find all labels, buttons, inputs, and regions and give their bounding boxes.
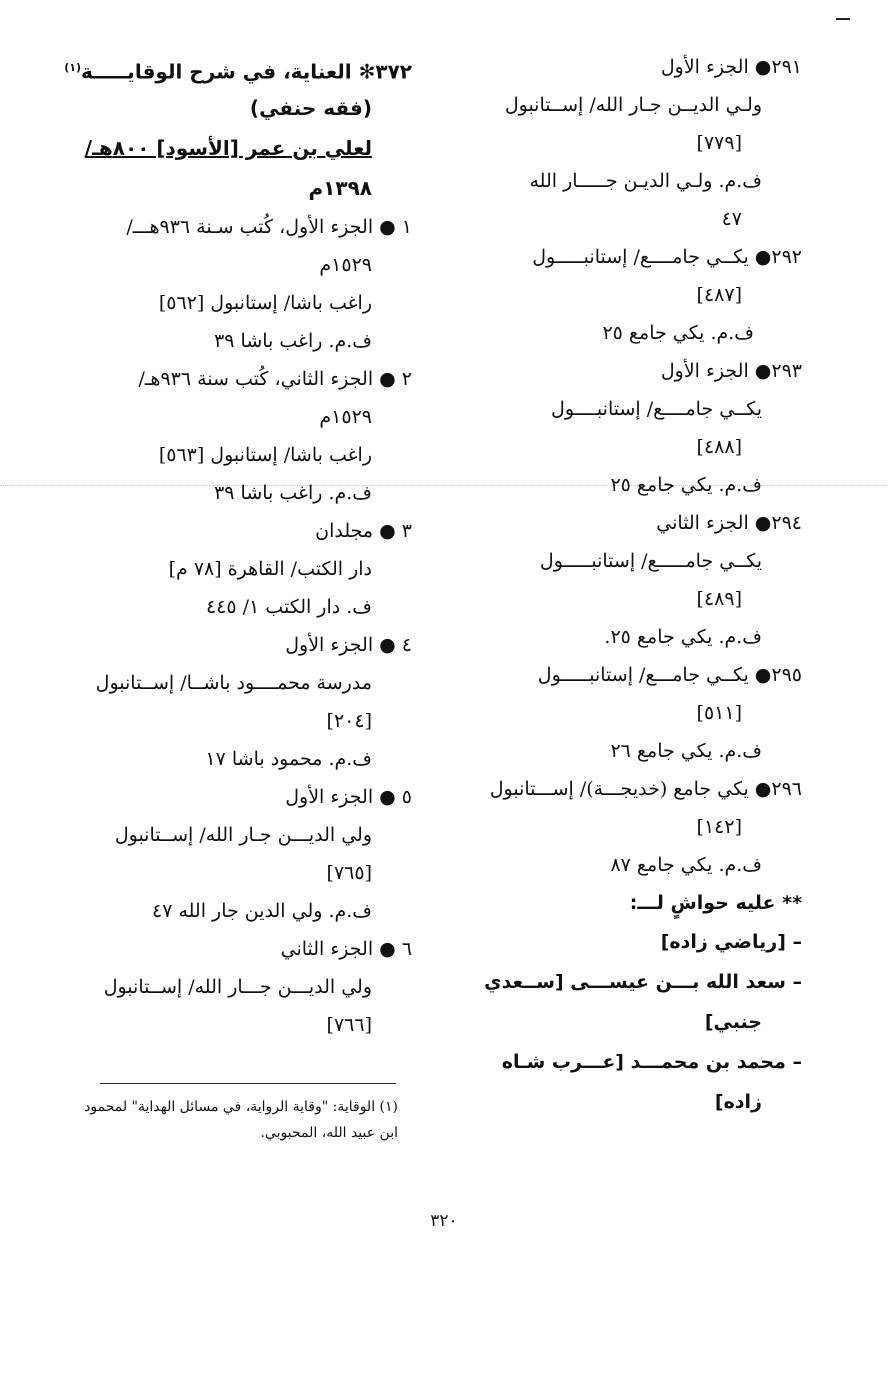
commentary-item-1: – [رياضي زاده] bbox=[660, 931, 802, 953]
entry-372-author bbox=[52, 128, 412, 168]
entry-372-number: ٣٧٢ bbox=[375, 59, 412, 84]
footnote bbox=[58, 1094, 398, 1146]
entry-292-microfilm: ف.م. يكي جامع ٢٥ bbox=[602, 322, 754, 344]
entry-291-heading: ٢٩١● الجزء الأول bbox=[660, 56, 802, 78]
page-number: ٣٢٠ bbox=[430, 1211, 458, 1231]
copy-5-shelfmark: [٧٦٥] bbox=[326, 862, 372, 884]
footnote-line-2: ابن عبيد الله، المحبوبي. bbox=[260, 1125, 398, 1141]
entry-293-library: يكــي جامــــع/ إستانبــــول bbox=[551, 398, 762, 420]
entry-294-library: يكــي جامـــــع/ إستانبـــــول bbox=[539, 550, 762, 572]
entry-291-microfilm: ف.م. ولـي الديـن جـــــار الله bbox=[529, 170, 762, 192]
copy-5-microfilm: ف.م. ولي الدين جار الله ٤٧ bbox=[151, 900, 372, 922]
commentary-item-3-continued: زاده] bbox=[714, 1091, 762, 1113]
entry-372-author-text: لعلي بن عمر [الأسود] ٨٠٠هـ/ bbox=[84, 136, 372, 160]
copy-1-microfilm: ف.م. راغب باشا ٣٩ bbox=[214, 330, 372, 352]
entry-294-shelfmark: [٤٨٩] bbox=[696, 588, 742, 610]
copy-3-heading: ٣ ● مجلدان bbox=[315, 520, 412, 542]
copy-2-microfilm: ف.م. راغب باشا ٣٩ bbox=[214, 482, 372, 504]
copy-4-microfilm: ف.م. محمود باشا ١٧ bbox=[205, 748, 372, 770]
copy-4-library: مدرسة محمــــود باشــا/ إســتانبول bbox=[95, 672, 372, 694]
entry-292-heading: ٢٩٢● يكــي جامــــع/ إستانبـــــول bbox=[532, 246, 802, 268]
entry-372-title-text: العناية، في شرح الوقايـــــة bbox=[81, 59, 352, 84]
left-column bbox=[52, 48, 412, 1044]
entry-291-library: ولـي الديــن جـار الله/ إســتانبول bbox=[504, 94, 762, 116]
commentary-item-3: – محمد بن محمـــد [عـــرب شـاه bbox=[501, 1051, 802, 1073]
asterisk-icon: ✻ bbox=[351, 59, 376, 84]
copy-1-date: ١٥٢٩م bbox=[319, 254, 372, 276]
entry-295-shelfmark: [٥١١] bbox=[696, 702, 742, 724]
entry-372-title bbox=[52, 48, 412, 88]
commentary-item-2-continued: جنبي] bbox=[704, 1011, 762, 1033]
entry-372-author-date: ١٣٩٨م bbox=[308, 176, 372, 200]
footnote-reference: (١) bbox=[64, 61, 81, 74]
entry-293-shelfmark: [٤٨٨] bbox=[696, 436, 742, 458]
copy-1-heading: ١ ● الجزء الأول، كُتب سـنة ٩٣٦هـــ/ bbox=[126, 216, 412, 238]
entry-292-shelfmark: [٤٨٧] bbox=[696, 284, 742, 306]
right-column bbox=[442, 48, 802, 1122]
footnote-separator bbox=[100, 1083, 396, 1084]
copy-5-heading: ٥ ● الجزء الأول bbox=[285, 786, 412, 808]
copy-4-heading: ٤ ● الجزء الأول bbox=[285, 634, 412, 656]
copy-3-microfilm: ف. دار الكتب ١/ ٤٤٥ bbox=[205, 596, 372, 618]
copy-4-shelfmark: [٢٠٤] bbox=[326, 710, 372, 732]
copy-1-library: راغب باشا/ إستانبول [٥٦٢] bbox=[158, 292, 372, 314]
commentary-item-2: – سعد الله بـــن عيســـى [ســعدي bbox=[484, 971, 802, 993]
entry-291-microfilm-number: ٤٧ bbox=[721, 208, 742, 230]
copy-5-library: ولي الديـــن جـار الله/ إســتانبول bbox=[114, 824, 372, 846]
copy-3-library: دار الكتب/ القاهرة [٧٨ م] bbox=[168, 558, 372, 580]
page-corner-mark bbox=[836, 18, 850, 20]
copy-2-date: ١٥٢٩م bbox=[319, 406, 372, 428]
commentaries-heading: ** عليه حواشٍ لـــ: bbox=[629, 892, 802, 914]
entry-296-heading: ٢٩٦● يكي جامع (خديجـــة)/ إســـتانبول bbox=[489, 778, 802, 800]
copy-6-shelfmark: [٧٦٦] bbox=[326, 1014, 372, 1036]
entry-293-heading: ٢٩٣● الجزء الأول bbox=[660, 360, 802, 382]
entry-296-microfilm: ف.م. يكي جامع ٨٧ bbox=[610, 854, 762, 876]
footnote-line-1: (١) الوقاية: "وقاية الرواية، في مسائل الهداية" لمحمود bbox=[84, 1099, 398, 1115]
entry-293-microfilm: ف.م. يكي جامع ٢٥ bbox=[610, 474, 762, 496]
entry-295-microfilm: ف.م. يكي جامع ٢٦ bbox=[610, 740, 762, 762]
entry-294-microfilm: ف.م. يكي جامع ٢٥. bbox=[604, 626, 762, 648]
entry-295-heading: ٢٩٥● يكــي جامـــع/ إستانبـــــول bbox=[537, 664, 802, 686]
copy-6-heading: ٦ ● الجزء الثاني bbox=[280, 938, 412, 960]
entry-294-heading: ٢٩٤● الجزء الثاني bbox=[656, 512, 802, 534]
copy-2-heading: ٢ ● الجزء الثاني، كُتب سنة ٩٣٦هـ/ bbox=[138, 368, 412, 390]
entry-291-shelfmark: [٧٧٩] bbox=[696, 132, 742, 154]
entry-372-subject: (فقه حنفي) bbox=[249, 96, 372, 120]
entry-296-shelfmark: [١٤٢] bbox=[696, 816, 742, 838]
copy-6-library: ولي الديـــن جـــار الله/ إســتانبول bbox=[103, 976, 372, 998]
copy-2-library: راغب باشا/ إستانبول [٥٦٣] bbox=[158, 444, 372, 466]
